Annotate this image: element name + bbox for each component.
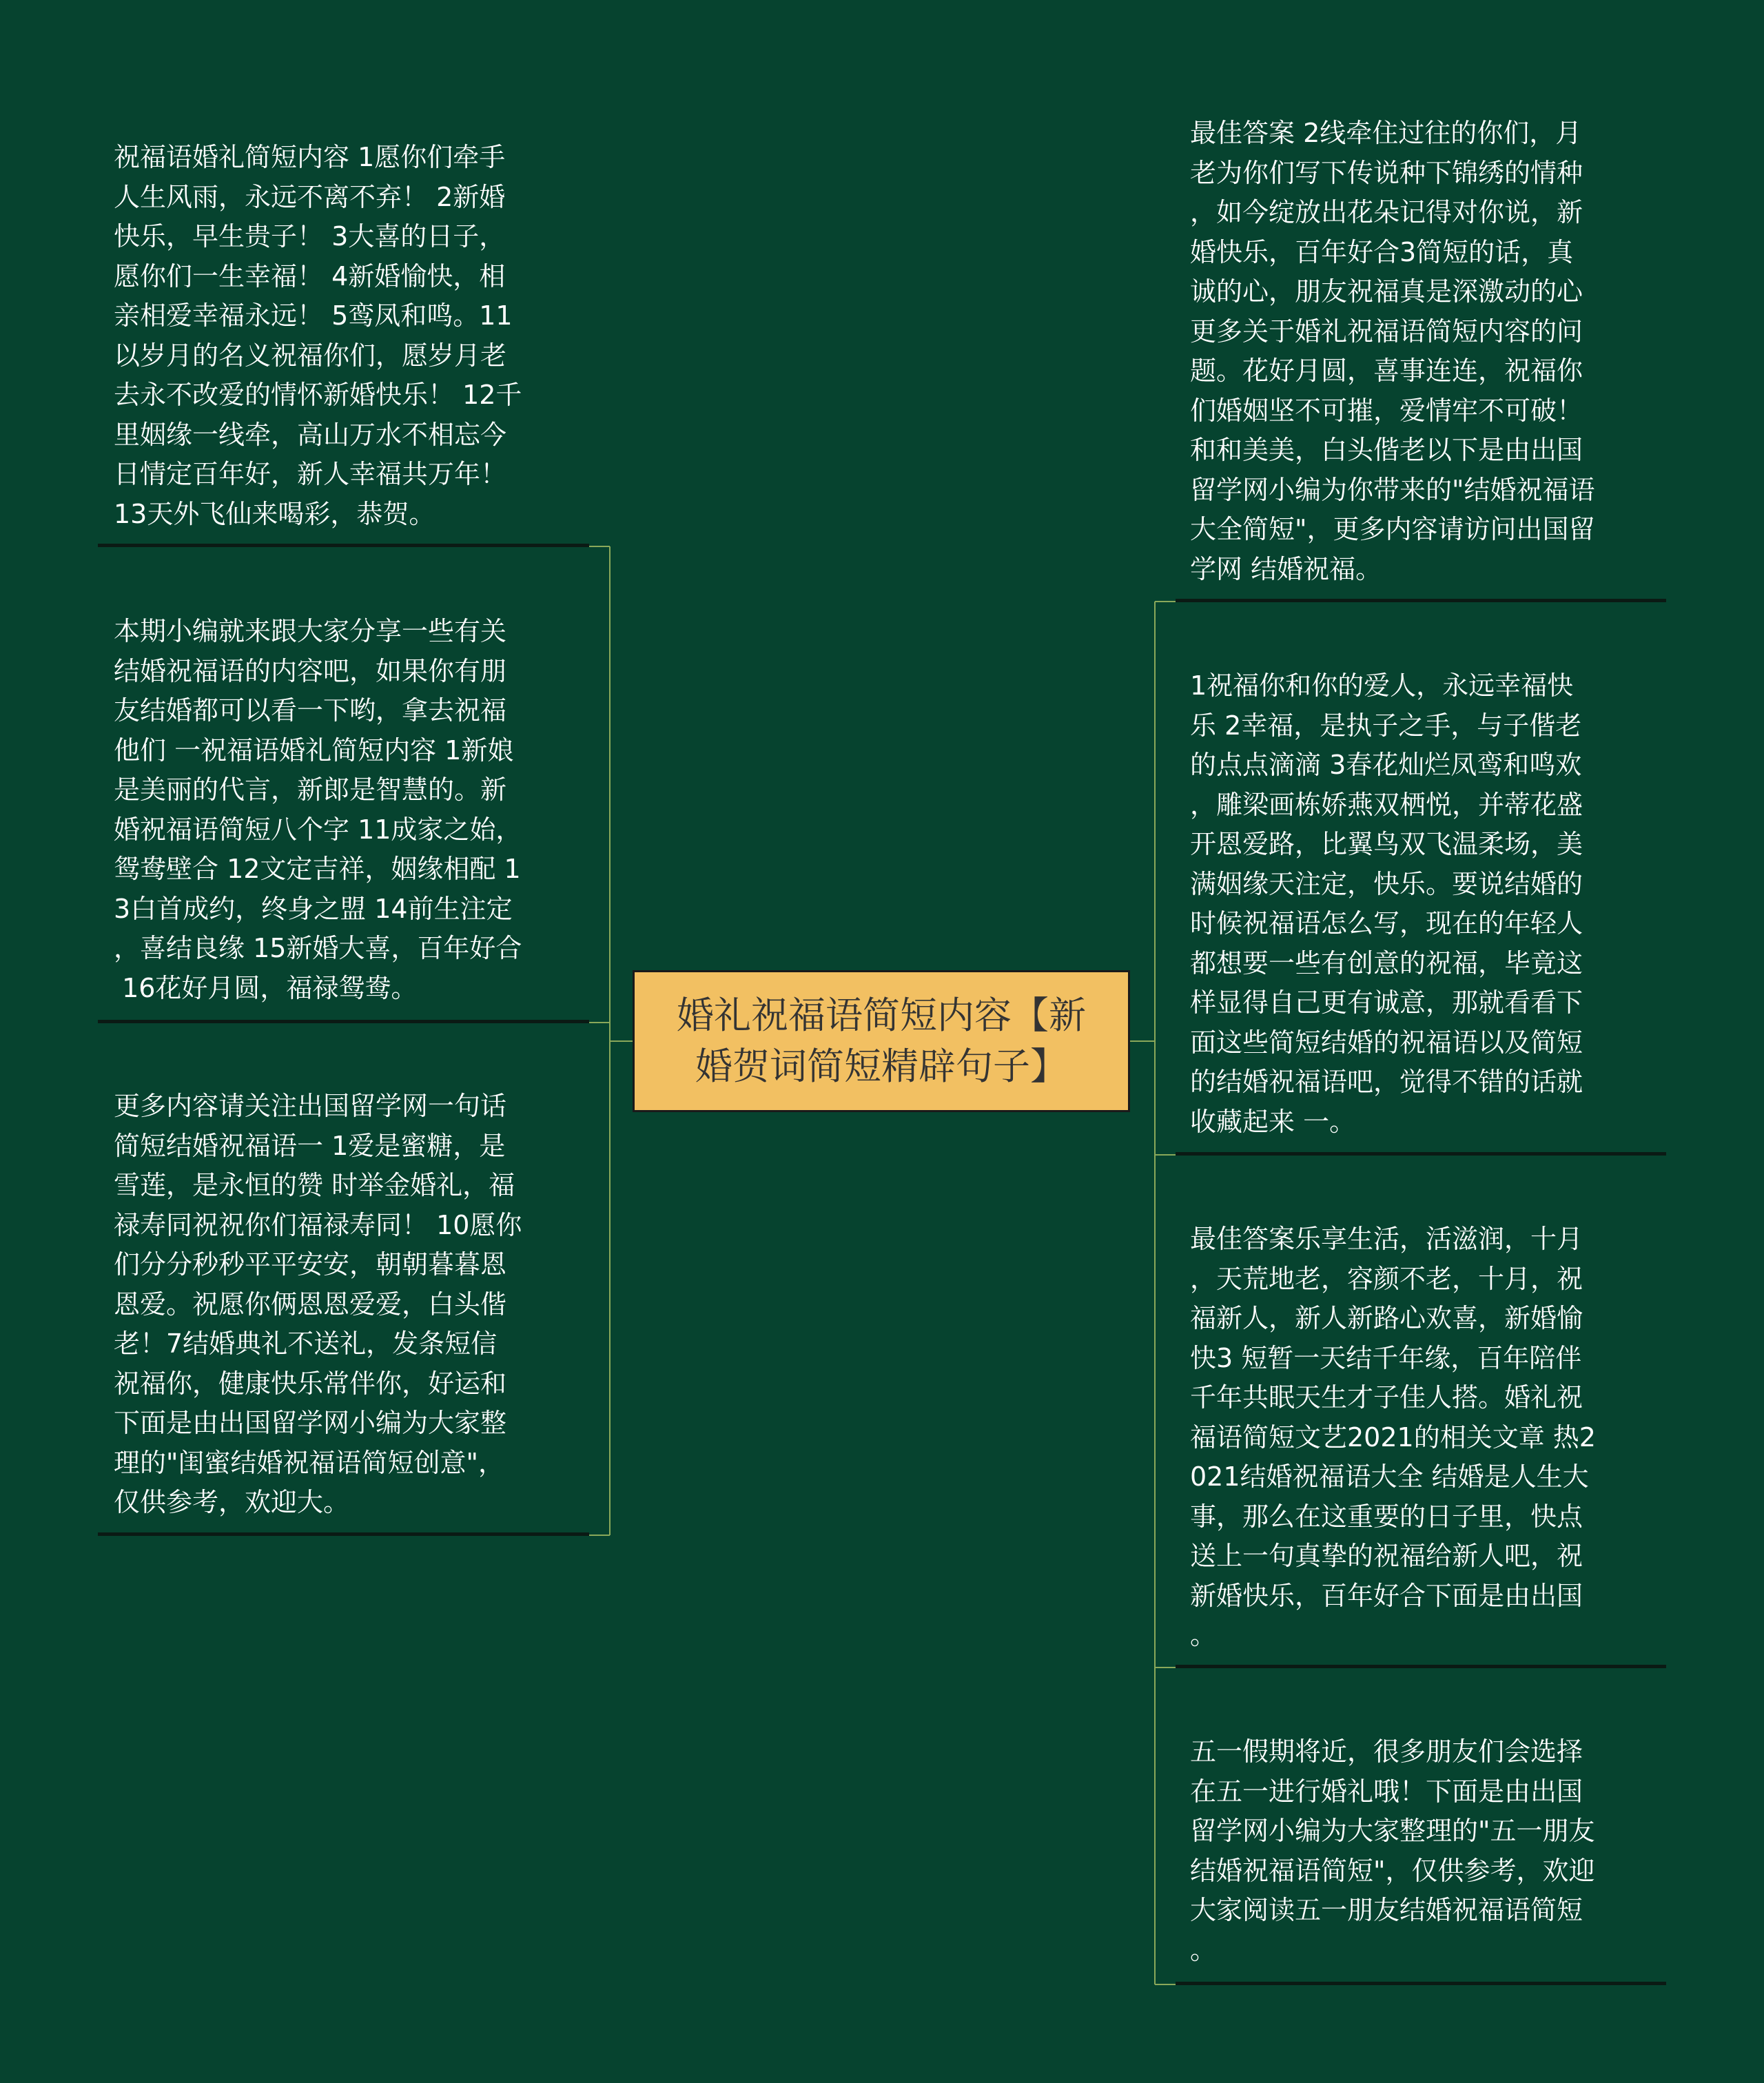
left-node-1-text[interactable]: 祝福语婚礼简短内容 1愿你们牵手 人生风雨，永远不离不弃！ 2新婚 快乐，早生贵子！ 3大喜的日子， 愿你们一生幸福！ 4新婚愉快，相 亲相爱幸福永远！ 5鸾凤和鸣。11 以岁月的名义祝福你们，愿岁月老 去永不改爱的情怀新婚快乐！ 12千 里姻缘一线牵，高山万水不相忘今 日情定百年好，新人幸福共万年！ 13天外飞仙来喝彩，恭贺。 — [114, 142, 522, 529]
right-node-3-text[interactable]: 最佳答案乐享生活，活滋润，十月 ，天荒地老，容颜不老，十月，祝 福新人，新人新路心欢喜，新婚愉 快3 短暂一天结千年缘，百年陪伴 千年共眠天生才子佳人搭。婚礼祝 福语简短文艺2021的相关文章 热2 021结婚祝福语大全 结婚是人生大 事，那么在这重要的日子里，快点 送上一句真挚的祝福给新人吧，祝 新婚快乐，百年好合下面是由出国 。 — [1190, 1224, 1596, 1650]
right-node-1-text[interactable]: 最佳答案 2线牵住过往的你们，月 老为你们写下传说种下锦绣的情种 ，如今绽放出花朵记得对你说，新 婚快乐，百年好合3简短的话，真 诚的心，朋友祝福真是深激动的心 更多关于婚礼祝福语简短内容的问 题。花好月圆，喜事连连，祝福你 们婚姻坚不可摧，爱情牢不可破！ 和和美美，白头偕老以下是由出国 留学网小编为你带来的"结婚祝福语 大全简短"，更多内容请访问出国留 学网 结婚祝福。 — [1190, 118, 1595, 584]
right-node-2-underline — [1176, 1152, 1666, 1156]
right-node-4-text[interactable]: 五一假期将近，很多朋友们会选择 在五一进行婚礼哦！下面是由出国 留学网小编为大家整理的"五一朋友 结婚祝福语简短"，仅供参考，欢迎 大家阅读五一朋友结婚祝福语简短 。 — [1190, 1736, 1595, 1965]
left-node-1-underline — [98, 544, 589, 547]
center-topic-title: 婚礼祝福语简短内容【新 婚贺词简短精辟句子】 — [677, 994, 1086, 1088]
left-node-3-text[interactable]: 更多内容请关注出国留学网一句话 简短结婚祝福语一 1爱是蜜糖，是 雪莲，是永恒的赞 时举金婚礼，福 禄寿同祝祝你们福禄寿同！ 10愿你 们分分秒秒平平安安，朝朝暮暮恩 恩爱。祝愿你俩恩恩爱爱，白头偕 老！7结婚典礼不送礼，发条短信 祝福你，健康快乐常伴你，好运和 下面是由出国留学网小编为大家整 理的"闺蜜结婚祝福语简短创意"， 仅供参考，欢迎大。 — [114, 1091, 522, 1517]
right-node-4-underline — [1176, 1982, 1666, 1985]
right-node-1-underline — [1176, 599, 1666, 602]
left-node-2-underline — [98, 1020, 589, 1023]
right-node-3-underline — [1176, 1665, 1666, 1668]
left-node-3-underline — [98, 1532, 589, 1536]
center-topic[interactable] — [633, 970, 1130, 1112]
left-node-2-text[interactable]: 本期小编就来跟大家分享一些有关 结婚祝福语的内容吧，如果你有朋 友结婚都可以看一下哟，拿去祝福 他们 一祝福语婚礼简短内容 1新娘 是美丽的代言，新郎是智慧的。新 婚祝福语简短八个字 11成家之始， 鸳鸯壁合 12文定吉祥，姻缘相配 1 3白首成约，终身之盟 14前生注定 ，喜结良缘 15新婚大喜，百年好合 16花好月圆，福禄鸳鸯。 — [114, 616, 522, 1003]
right-node-2-text[interactable]: 1祝福你和你的爱人，永远幸福快 乐 2幸福，是执子之手，与子偕老 的点点滴滴 3春花灿烂凤鸾和鸣欢 ，雕梁画栋娇燕双栖悦，并蒂花盛 开恩爱路，比翼鸟双飞温柔场，美 满姻缘天注定，快乐。要说结婚的 时候祝福语怎么写，现在的年轻人 都想要一些有创意的祝福，毕竟这 样显得自己更有诚意，那就看看下 面这些简短结婚的祝福语以及简短 的结婚祝福语吧，觉得不错的话就 收藏起来 一。 — [1190, 670, 1583, 1137]
